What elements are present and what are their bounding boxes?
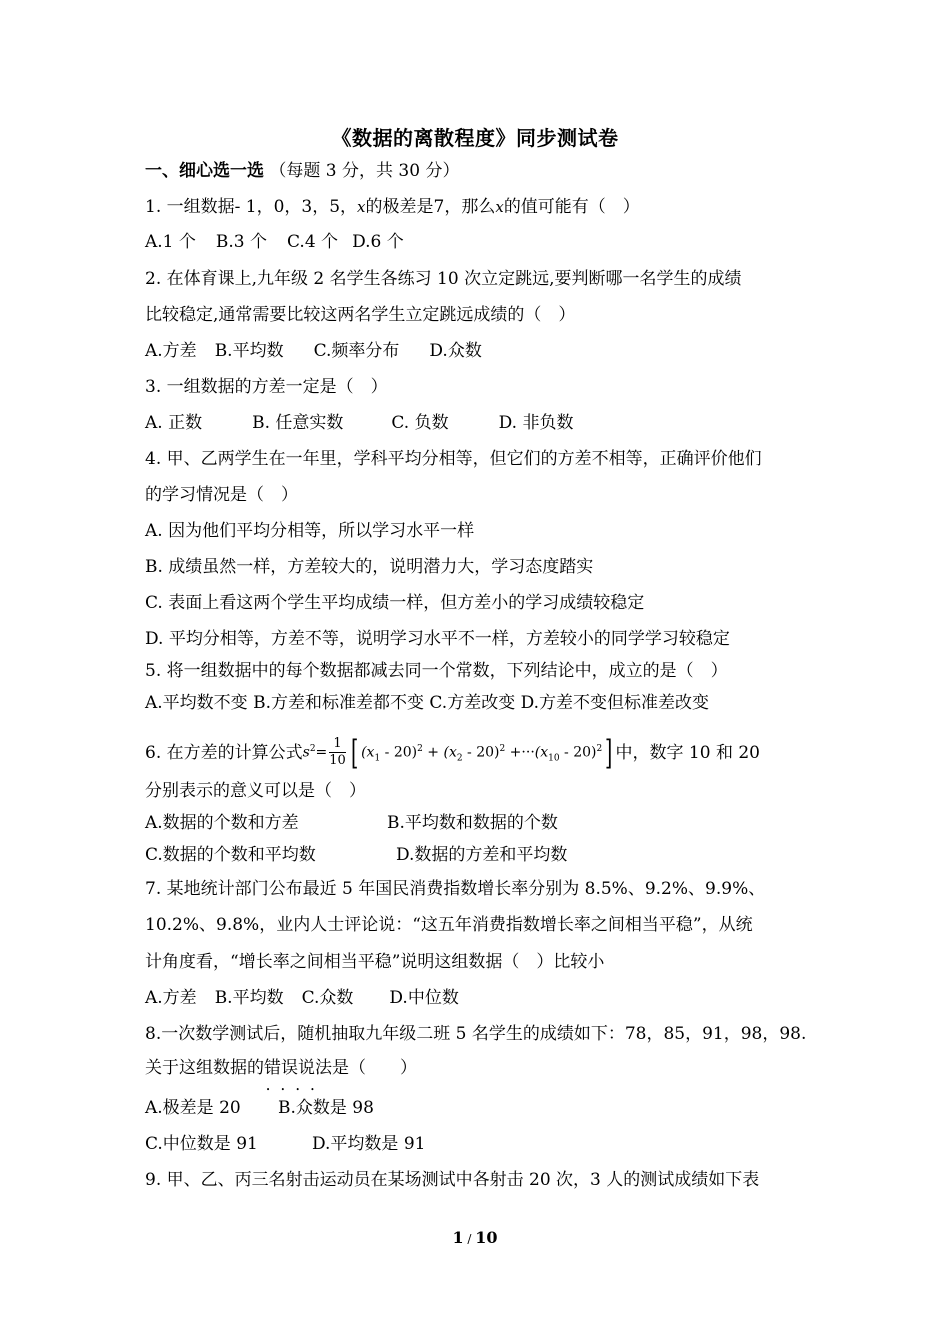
q3-option-d: D. 非负数 xyxy=(498,413,574,433)
q1-var2: x xyxy=(495,198,504,216)
q1-var: x xyxy=(357,198,366,216)
q6-suffix: 中，数字 10 和 20 xyxy=(615,743,760,764)
formula-left-bracket: [ xyxy=(350,732,359,773)
term-1-power: 2 xyxy=(417,744,423,754)
q1-options xyxy=(145,230,404,254)
q7-option-b: B.平均数 xyxy=(214,988,284,1008)
formula-equals: = xyxy=(315,744,328,761)
q6-options-row-1 xyxy=(145,811,558,835)
term-3: (x xyxy=(534,744,549,761)
q2-options xyxy=(145,339,482,363)
q7-option-d: D.中位数 xyxy=(389,988,459,1008)
q4-option-c: C. 表面上看这两个学生平均成绩一样，但方差小的学习成绩较稳定 xyxy=(145,593,645,613)
question-7-line-1: 7. 某地统计部门公布最近 5 年国民消费指数增长率分别为 8.5%、9.2%、9.9%、 xyxy=(145,879,766,899)
q7-options xyxy=(145,986,459,1010)
q4-option-b: B. 成绩虽然一样，方差较大的，说明潜力大，学习态度踏实 xyxy=(145,557,594,577)
q7-option-c: C.众数 xyxy=(301,988,354,1008)
question-3: 3. 一组数据的方差一定是（ ） xyxy=(145,377,388,397)
term-1-sub: 1 xyxy=(374,753,381,764)
page-title: 《数据的离散程度》同步测试卷 xyxy=(331,126,619,150)
q2-option-b: B.平均数 xyxy=(214,341,284,361)
term-2-power: 2 xyxy=(499,744,506,754)
q3-option-a: A. 正数 xyxy=(145,413,203,433)
q8-emphasis: 错误说法 • • xyxy=(264,1058,332,1078)
q6-option-c: C.数据的个数和平均数 xyxy=(145,845,316,865)
q2-option-c: C.频率分布 xyxy=(313,341,400,361)
plus-2: +··· xyxy=(505,744,535,761)
q8-option-b: B.众数是 98 xyxy=(278,1098,374,1118)
formula-s: s xyxy=(302,744,310,761)
term-2: (x xyxy=(443,744,457,761)
q8-options-row-2 xyxy=(145,1132,425,1156)
q3-options xyxy=(145,411,573,435)
term-1-end: - 20) xyxy=(380,744,418,761)
plus-1: + xyxy=(422,744,444,761)
term-1: (x xyxy=(361,744,375,761)
question-6-line-2: 分别表示的意义可以是（ ） xyxy=(145,781,366,801)
section-title: 一、细心选一选 xyxy=(145,161,264,181)
q6-option-b: B.平均数和数据的个数 xyxy=(387,813,558,833)
question-2-line-2: 比较稳定,通常需要比较这两名学生立定跳远成绩的（ ） xyxy=(145,305,576,325)
section-note: （每题 3 分，共 30 分） xyxy=(269,161,460,181)
q8-pre: 关于这组数据的 xyxy=(145,1058,264,1078)
q6-prefix: 6. 在方差的计算公式 xyxy=(145,743,303,764)
term-3-power: 2 xyxy=(596,744,603,754)
current-page: 1 xyxy=(452,1228,464,1247)
term-2-sub: 2 xyxy=(456,753,463,764)
question-1 xyxy=(145,195,640,219)
term-3-end: - 20) xyxy=(559,744,597,761)
q6-option-a: A.数据的个数和方差 xyxy=(145,813,299,833)
q8-option-c: C.中位数是 91 xyxy=(145,1134,258,1154)
q8-options-row-1 xyxy=(145,1096,374,1120)
q7-option-a: A.方差 xyxy=(145,988,197,1008)
page-separator: / xyxy=(463,1232,476,1246)
q1-suffix: 的值可能有（ ） xyxy=(503,197,640,217)
question-4-line-1: 4. 甲、乙两学生在一年里，学科平均分相等，但它们的方差不相等，正确评价他们 xyxy=(145,449,762,469)
question-7-line-2: 10.2%、9.8%，业内人士评论说：“这五年消费指数增长率之间相当平稳”，从统 xyxy=(145,915,753,935)
formula-right-bracket: ] xyxy=(605,732,613,773)
q8-post: 是（ ） xyxy=(332,1058,417,1078)
question-2-line-1: 2. 在体育课上,九年级 2 名学生各练习 10 次立定跳远,要判断哪一名学生的成绩 xyxy=(145,269,742,289)
question-5: 5. 将一组数据中的每个数据都减去同一个常数，下列结论中，成立的是（ ） xyxy=(145,661,728,681)
q1-option-a: A.1 个 xyxy=(145,232,196,252)
formula-s-square: 2 xyxy=(309,744,316,754)
page-number xyxy=(0,1228,950,1247)
q4-option-d: D. 平均分相等，方差不等，说明学习水平不一样，方差较小的同学学习较稳定 xyxy=(145,629,730,649)
q1-option-c: C.4 个 xyxy=(287,232,339,252)
fraction-numerator: 1 xyxy=(329,736,346,753)
formula-fraction xyxy=(329,736,346,769)
q1-prefix: 1. 一组数据- 1，0，3，5， xyxy=(145,197,358,217)
question-8-line-2 xyxy=(145,1056,417,1080)
q2-option-a: A.方差 xyxy=(145,341,197,361)
q8-option-a: A.极差是 20 xyxy=(145,1098,241,1118)
q5-options: A.平均数不变 B.方差和标准差都不变 C.方差改变 D.方差不变但标准差改变 xyxy=(145,693,710,713)
fraction-denominator: 10 xyxy=(329,753,346,769)
section-heading xyxy=(145,159,459,183)
question-4-line-2: 的学习情况是（ ） xyxy=(145,485,298,505)
q8-option-d: D.平均数是 91 xyxy=(312,1134,426,1154)
question-6-line-1 xyxy=(145,729,760,778)
q3-option-b: B. 任意实数 xyxy=(252,413,344,433)
question-9: 9. 甲、乙、丙三名射击运动员在某场测试中各射击 20 次，3 人的测试成绩如下表 xyxy=(145,1170,760,1190)
term-3-sub: 10 xyxy=(548,753,560,764)
q1-mid: 的极差是7，那么 xyxy=(365,197,496,217)
total-pages: 10 xyxy=(475,1228,498,1247)
q2-option-d: D.众数 xyxy=(429,341,482,361)
question-8-line-1: 8.一次数学测试后，随机抽取九年级二班 5 名学生的成绩如下：78，85，91，98，98. xyxy=(145,1024,807,1044)
q6-option-d: D.数据的方差和平均数 xyxy=(396,845,568,865)
variance-formula xyxy=(303,729,616,778)
term-2-end: - 20) xyxy=(462,744,500,761)
q3-option-c: C. 负数 xyxy=(391,413,449,433)
q6-options-row-2 xyxy=(145,843,567,867)
q1-option-b: B.3 个 xyxy=(215,232,268,252)
q4-option-a: A. 因为他们平均分相等，所以学习水平一样 xyxy=(145,521,475,541)
q1-option-d: D.6 个 xyxy=(352,232,404,252)
question-7-line-3: 计角度看，“增长率之间相当平稳”说明这组数据（ ）比较小 xyxy=(145,952,605,972)
